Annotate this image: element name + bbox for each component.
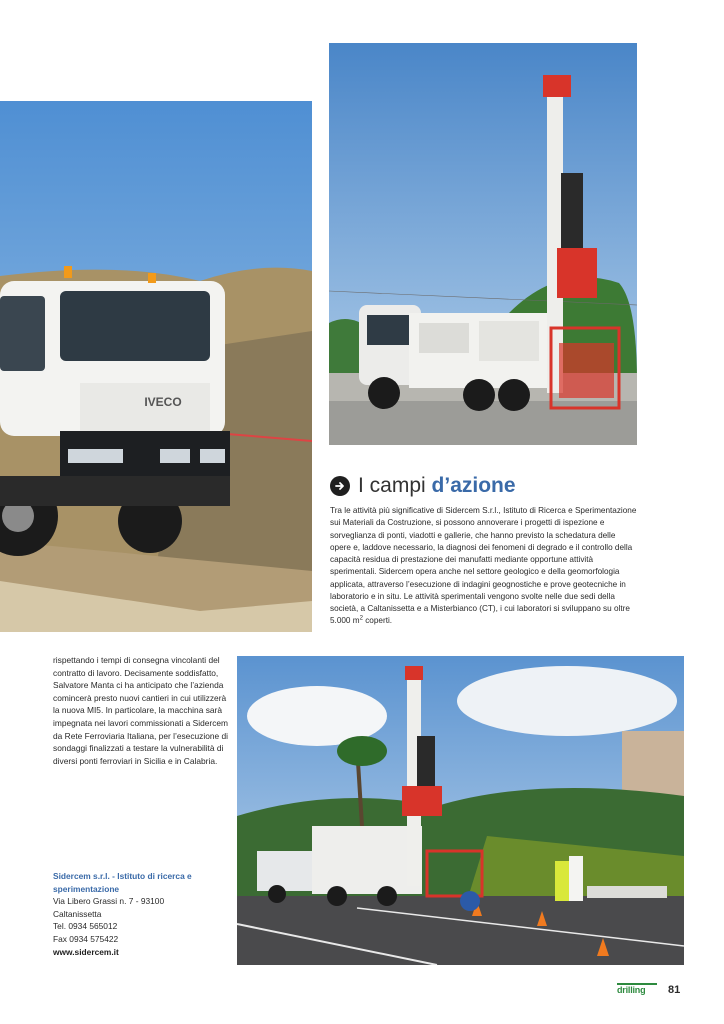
contact-company: Sidercem s.r.l. - Istituto di ricerca e sperimentazione [53, 871, 192, 894]
photo-roadside-drilling [237, 656, 684, 965]
body-column-text: rispettando i tempi di consegna vincolanti del contratto di lavoro. Decisamente soddisfatto, Salvatore Manta ci ha anticipato che l’azienda comincerà presto nuovi cantieri in cui utilizzerà la nuova MI5. In particolare, la macchina sarà impegnata nei lavori commissionati a Sidercem da Rete Ferroviaria Italiana, per l’esecuzione di sondaggi finalizzati a testare la vulnerabilità di diversi ponti ferroviari in Sicilia e in Calabria. [53, 655, 229, 766]
photo-drill-rig-truck [329, 43, 637, 445]
heading-bold-text: d’azione [431, 474, 516, 497]
contact-website-link[interactable]: www.sidercem.it [53, 946, 119, 957]
contact-block [53, 870, 233, 958]
photo-truck-on-hillside [0, 101, 312, 632]
section-heading [330, 471, 516, 501]
contact-tel: Tel. 0934 565012 [53, 921, 118, 932]
page-number: 81 [668, 984, 681, 996]
arrow-right-circle-icon [330, 476, 350, 496]
intro-superscript: 2 [359, 615, 363, 622]
contact-city: Caltanissetta [53, 908, 102, 919]
intro-text-end: coperti. [362, 616, 393, 626]
magazine-logo [617, 983, 657, 999]
intro-text: Tra le attività più significative di Sidercem S.r.l., Istituto di Ricerca e Sperimentazione sui Materiali da Costruzione, si possono annoverare i progetti di ispezione e sorveglianza di ponti, viadotti e gallerie, che hanno previsto la schedatura delle opere e, laddove necessario, la diagnosi dei fenomeni di degrado e il controllo della capacità residua di prestazione dei manufatti mediante opportune attività sperimentali. Sidercem opera anche nel settore geologico e della geomorfologia applicata, attraverso l’esecuzione di indagini geognostiche e prove geotecniche in laboratorio e in situ. Le attività sperimentali vengono svolte nelle due sedi della società, a Caltanissetta e a Misterbianco (CT), i cui laboratori si sviluppano su oltre 5.000 m [330, 506, 637, 626]
contact-fax: Fax 0934 575422 [53, 933, 119, 944]
svg-text:IVECO: IVECO [144, 395, 182, 409]
truck-brand-badge [144, 395, 181, 409]
intro-paragraph [330, 505, 638, 628]
contact-address: Via Libero Grassi n. 7 - 93100 [53, 896, 165, 907]
heading-light-text: I campi [358, 474, 432, 497]
magazine-logo-text: drilling [617, 985, 646, 995]
